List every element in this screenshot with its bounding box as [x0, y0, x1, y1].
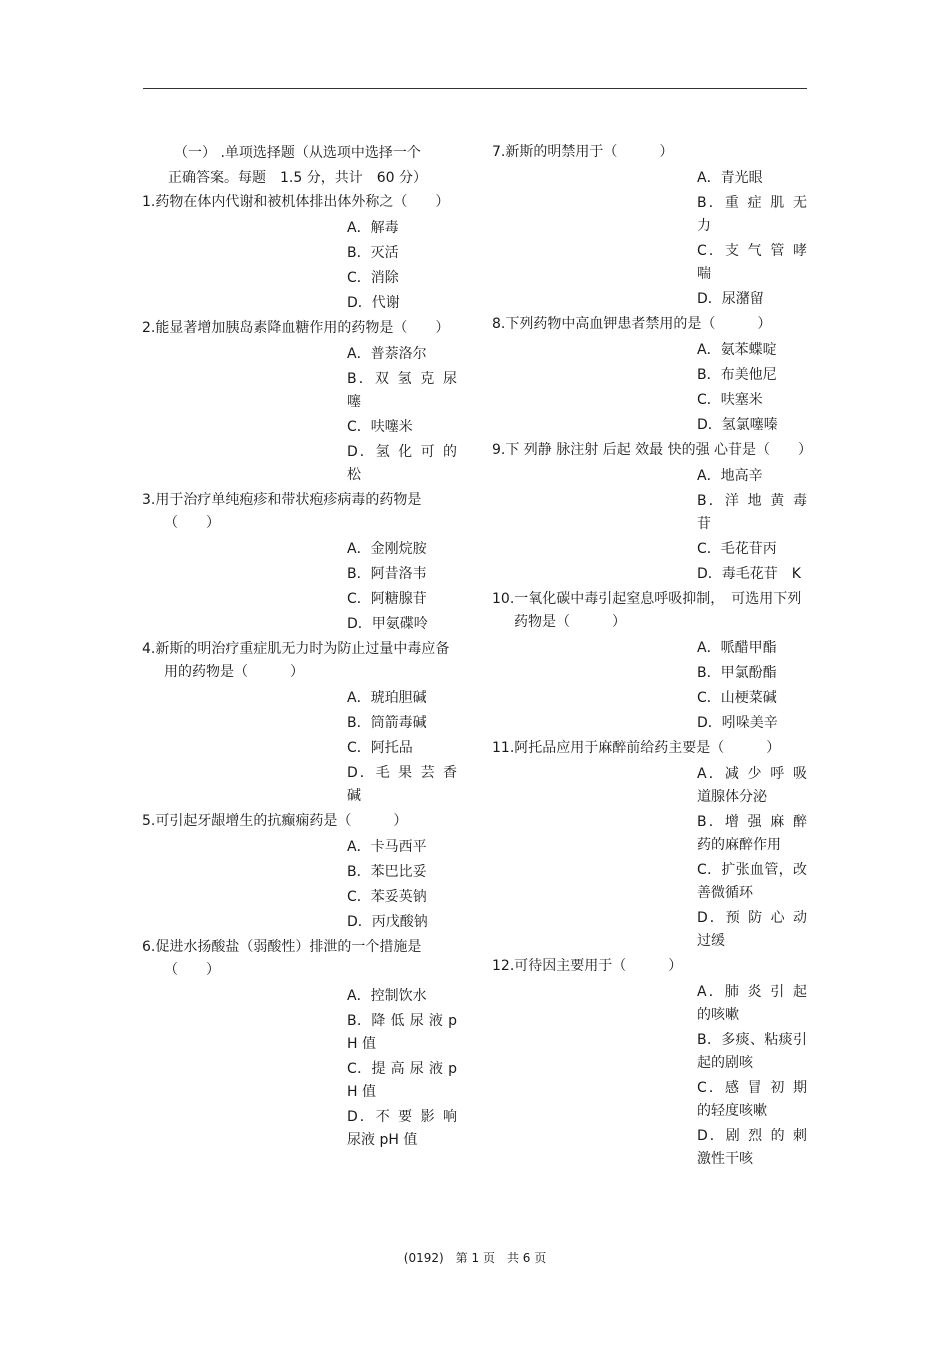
- answer-option: C．消除: [347, 270, 399, 286]
- answer-option: C．支 气 管 哮 喘: [697, 243, 807, 282]
- question-stem: 10.一氧化碳中毒引起窒息呼吸抑制， 可选用下列药物是（ ）: [492, 591, 802, 630]
- answer-option: C．毛花苷丙: [697, 541, 777, 557]
- left-column: [142, 141, 460, 1154]
- answer-option: A．减 少 呼 吸 道腺体分泌: [697, 766, 807, 805]
- question-stem: 6.促进水扬酸盐（弱酸性）排泄的一个措施是（ ）: [142, 939, 422, 978]
- answer-option: C．提 高 尿 液 pH 值: [347, 1061, 457, 1100]
- answer-option: C．阿糖腺苷: [347, 591, 427, 607]
- answer-option: B．筒箭毒碱: [347, 715, 427, 731]
- answer-option: B．增 强 麻 醉 药的麻醉作用: [697, 814, 807, 853]
- question: [142, 638, 460, 808]
- answer-option: D．预 防 心 动 过缓: [697, 910, 807, 949]
- answer-option: C．山梗菜碱: [697, 690, 777, 706]
- answer-option: A．肺 炎 引 起 的咳嗽: [697, 984, 807, 1023]
- answer-option: B．降 低 尿 液 pH 值: [347, 1013, 457, 1052]
- answer-option: A．哌醋甲酯: [697, 640, 777, 656]
- question-stem: 3.用于治疗单纯疱疹和带状疱疹病毒的药物是（ ）: [142, 492, 422, 531]
- question: [492, 737, 810, 953]
- answer-option: A．金刚烷胺: [347, 541, 427, 557]
- answer-option: B．重 症 肌 无 力: [697, 195, 807, 234]
- answer-option: D．毒毛花苷 K: [697, 566, 801, 582]
- answer-option: D．代谢: [347, 295, 400, 311]
- answer-option: D．吲哚美辛: [697, 715, 778, 731]
- answer-option: C．苯妥英钠: [347, 889, 427, 905]
- question: [492, 955, 810, 1171]
- answer-option: C．扩张血管，改善微循环: [697, 862, 807, 901]
- answer-option: D．毛 果 芸 香 碱: [347, 765, 457, 804]
- option-list: [492, 465, 810, 586]
- question: [492, 141, 810, 311]
- option-list: [492, 763, 810, 953]
- option-list: [492, 339, 810, 437]
- answer-option: D．尿潴留: [697, 291, 764, 307]
- question: [492, 313, 810, 437]
- option-list: [142, 343, 460, 487]
- answer-option: B．甲氯酚酯: [697, 665, 777, 681]
- question-stem: 1.药物在体内代谢和被机体排出体外称之（ ）: [142, 194, 450, 210]
- answer-option: D．剧 烈 的 刺 激性干咳: [697, 1128, 807, 1167]
- option-list: [492, 167, 810, 311]
- answer-option: A．卡马西平: [347, 839, 427, 855]
- answer-option: B．灭活: [347, 245, 399, 261]
- question: [142, 936, 460, 1152]
- answer-option: B．洋 地 黄 毒 苷: [697, 493, 807, 532]
- question-stem: 5.可引起牙龈增生的抗癫痫药是（ ）: [142, 813, 408, 829]
- option-list: [142, 217, 460, 315]
- left-question-list: [142, 191, 460, 1152]
- answer-option: C．感 冒 初 期 的轻度咳嗽: [697, 1080, 807, 1119]
- answer-option: C．阿托品: [347, 740, 413, 756]
- right-question-list: [492, 141, 813, 1171]
- question-stem: 8.下列药物中高血钾患者禁用的是（ ）: [492, 316, 772, 332]
- option-list: [492, 981, 810, 1171]
- answer-option: C．呋塞米: [697, 392, 763, 408]
- option-list: [492, 637, 810, 735]
- answer-option: D．氢氯噻嗪: [697, 417, 778, 433]
- section-title: （一） .单项选择题（从选项中选择一个 正确答案。每题 1.5 分，共计 60 分）: [168, 145, 427, 186]
- header-rule: [143, 88, 807, 89]
- option-list: [142, 687, 460, 808]
- answer-option: A．解毒: [347, 220, 399, 236]
- question-stem: 9.下 列静 脉注射 后起 效最 快的强 心苷是（ ）: [492, 442, 813, 458]
- answer-option: D．不 要 影 响 尿液 pH 值: [347, 1109, 457, 1148]
- answer-option: C．呋噻米: [347, 419, 413, 435]
- answer-option: A．地高辛: [697, 468, 763, 484]
- question-stem: 12.可待因主要用于（ ）: [492, 958, 683, 974]
- question: [142, 810, 460, 934]
- answer-option: B．多痰、粘痰引起的剧咳: [697, 1032, 807, 1071]
- answer-option: A．普萘洛尔: [347, 346, 427, 362]
- question: [142, 317, 460, 487]
- answer-option: B．阿昔洛韦: [347, 566, 427, 582]
- option-list: [142, 836, 460, 934]
- page-footer: (0192) 第 1 页 共 6 页: [403, 1251, 547, 1265]
- answer-option: D．甲氨碟呤: [347, 616, 428, 632]
- answer-option: B．双 氢 克 尿 噻: [347, 371, 457, 410]
- question: [492, 588, 810, 735]
- answer-option: A．青光眼: [697, 170, 763, 186]
- question: [492, 439, 813, 586]
- option-list: [142, 985, 460, 1152]
- answer-option: A．琥珀胆碱: [347, 690, 427, 706]
- answer-option: A．氨苯蝶啶: [697, 342, 777, 358]
- answer-option: B．布美他尼: [697, 367, 777, 383]
- question: [142, 191, 460, 315]
- question: [142, 489, 460, 636]
- answer-option: B．苯巴比妥: [347, 864, 427, 880]
- question-stem: 11.阿托品应用于麻醉前给药主要是（ ）: [492, 740, 781, 756]
- answer-option: D．丙戊酸钠: [347, 914, 428, 930]
- option-list: [142, 538, 460, 636]
- question-stem: 2.能显著增加胰岛素降血糖作用的药物是（ ）: [142, 320, 450, 336]
- right-column: [492, 141, 813, 1173]
- question-stem: 4.新斯的明治疗重症肌无力时为防止过量中毒应备用的药物是（ ）: [142, 641, 450, 680]
- question-stem: 7.新斯的明禁用于（ ）: [492, 144, 674, 160]
- answer-option: D．氢 化 可 的 松: [347, 444, 457, 483]
- answer-option: A．控制饮水: [347, 988, 427, 1004]
